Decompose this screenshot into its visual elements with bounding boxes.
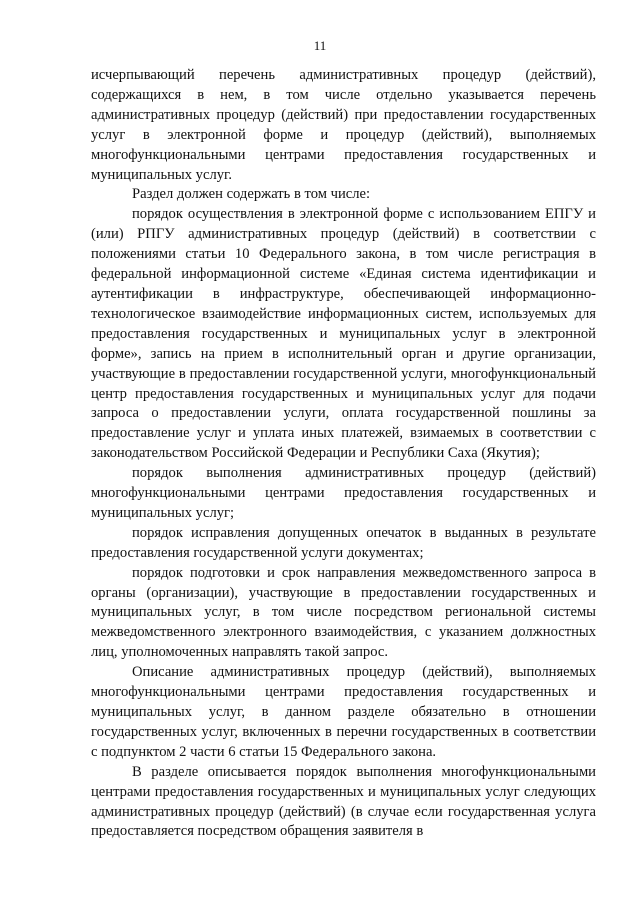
paragraph: Описание административных процедур (действий), выполняемых многофункциональными центрами предоставления государственных и муниципальных услуг, в данном разделе обязательно в отношении государственных услуг, включенных в перечни государственных в соответствии с подпунктом 2 части 6 статьи 15 Федерального закона. <box>91 664 596 760</box>
paragraph: Раздел должен содержать в том числе: <box>132 186 371 203</box>
paragraph: исчерпывающий перечень административных процедур (действий), содержащихся в нем, в том числе отдельно указывается перечень административных процедур (действий) при предоставлении государственных услуг в электронной форме и процедур (действий), выполняемых многофункциональными центрами предоставления государственных и муниципальных услуг. <box>91 67 596 183</box>
paragraph: порядок осуществления в электронной форме с использованием ЕПГУ и (или) РПГУ административных процедур (действий) в соответствии с положениями статьи 10 Федерального закона, в том числе регистрация в федеральной информационной системе «Единая система идентификации и аутентификации в инфраструктуре, обеспечивающей информационно-технологическое взаимодействие информационных систем, используемых для предоставления государственных и муниципальных услуг в электронной форме», запись на прием в исполнительный орган и другие организации, участвующие в предоставлении государственной услуги, многофункциональный центр предоставления государственных и муниципальных услуг для подачи запроса о предоставлении услуги, оплата государственной пошлины за предоставление услуг и уплата иных платежей, взимаемых в соответствии с законодательством Российской Федерации и Республики Саха (Якутия); <box>91 206 596 462</box>
paragraph: порядок выполнения административных процедур (действий) многофункциональными центрами предоставления государственных и муниципальных услуг; <box>91 465 596 521</box>
page-number: 11 <box>313 38 327 53</box>
paragraph: В разделе описывается порядок выполнения многофункциональными центрами предоставления государственных и муниципальных услуг следующих административных процедур (действий) (в случае если государственная услуга предоставляется посредством обращения заявителя в <box>91 763 596 840</box>
paragraph: порядок исправления допущенных опечаток в выданных в результате предоставления государственной услуги документах; <box>91 524 596 561</box>
body-text <box>91 66 596 842</box>
paragraph: порядок подготовки и срок направления межведомственного запроса в органы (организации), участвующие в предоставлении государственных и муниципальных услуг, в том числе посредством региональной системы межведомственного электронного взаимодействия, с указанием должностных лиц, уполномоченных направлять такой запрос. <box>91 564 596 661</box>
